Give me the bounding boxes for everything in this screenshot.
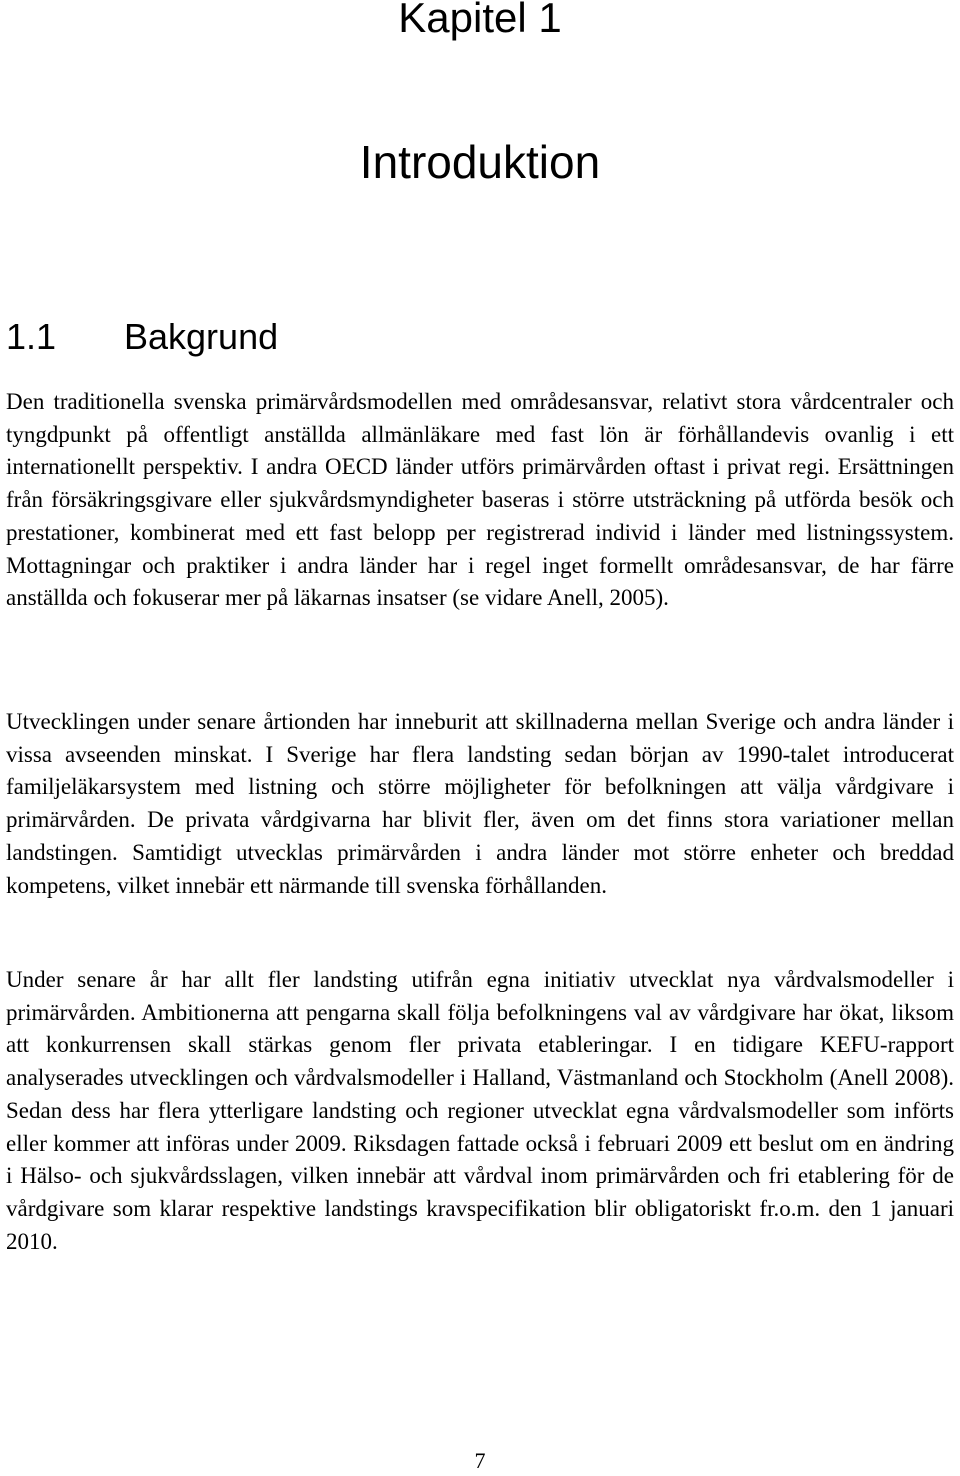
chapter-title: Introduktion (359, 136, 601, 188)
section-title: Bakgrund (124, 316, 279, 357)
page-number: 7 (474, 1448, 486, 1473)
body-paragraph-1: Den traditionella svenska primärvårdsmodellen med områdesansvar, relativt stora vårdcentraler och tyngdpunkt på offentligt anställda allmänläkare med fast lön är förhållandevis ovanlig i ett internationellt perspektiv. I andra OECD länder utförs primärvården oftast i privat regi. Ersättningen från försäkringsgivare eller sjukvårdsmyndigheter baseras i större utsträckning på utförda besök och prestationer, kombinerat med ett fast belopp per registrerad individ i länder med listningssystem. Mottagningar och praktiker i andra länder har i regel inget formellt områdesansvar, de har färre anställda och fokuserar mer på läkarnas insatser (se vidare Anell, 2005). (6, 389, 954, 611)
section-heading (6, 314, 278, 360)
body-paragraph-3: Under senare år har allt fler landsting utifrån egna initiativ utvecklat nya vårdvalsmodeller i primärvården. Ambitionerna att pengarna skall följa befolkningens val av vårdgivare har ökat, liksom att konkurrensen skall stärkas genom fler privata etableringar. I en tidigare KEFU-rapport analyserades utvecklingen och vårdvalsmodeller i Halland, Västmanland och Stockholm (Anell 2008). Sedan dess har flera ytterligare landsting och regioner utvecklat egna vårdvalsmodeller som införts eller kommer att införas under 2009. Riksdagen fattade också i februari 2009 ett beslut om en ändring i Hälso- och sjukvårdsslagen, vilken innebär att vårdval inom primärvården och fri etablering för de vårdgivare som klarar respektive landstings kravspecifikation blir obligatoriskt fr.o.m. den 1 januari 2010. (6, 967, 954, 1254)
section-number: 1.1 (6, 316, 57, 357)
body-paragraph-2: Utvecklingen under senare årtionden har inneburit att skillnaderna mellan Sverige och andra länder i vissa avseenden minskat. I Sverige har flera landsting sedan början av 1990-talet introducerat familjeläkarsystem med listning och större möjligheter för befolkningen att välja vårdgivare i primärvården. De privata vårdgivarna har blivit fler, även om det finns stora variationer mellan landstingen. Samtidigt utvecklas primärvården i andra länder mot större enheter och breddad kompetens, vilket innebär ett närmande till svenska förhållanden. (6, 709, 954, 898)
chapter-label: Kapitel 1 (398, 0, 562, 41)
